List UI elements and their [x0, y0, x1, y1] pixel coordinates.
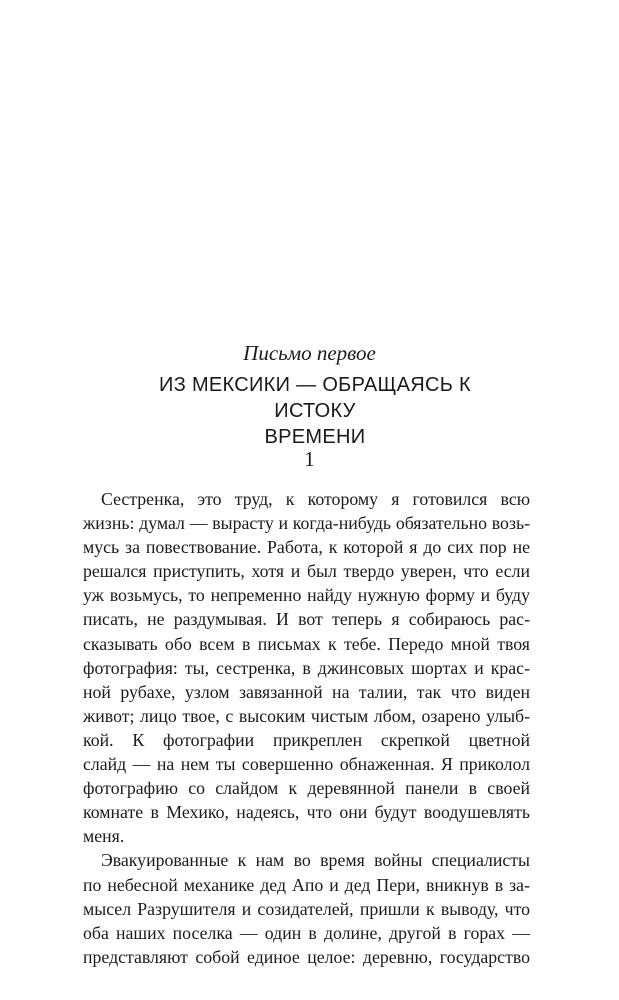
text-line: мусь за повествование. Работа, к которой я до сих пор не: [83, 537, 530, 558]
text-line: по небесной механике дед Апо и дед Пери, вникнув в за-: [83, 874, 530, 895]
text-line: меня.: [83, 826, 125, 847]
paragraph: [83, 487, 530, 848]
text-line: жизнь: думал — вырасту и когда-нибудь обязательно возь-: [83, 513, 530, 534]
text-line: уж возьмусь, то непременно найду нужную форму и буду: [83, 585, 530, 606]
text-line: писать, не раздумывая. И вот теперь я собираюсь рас-: [83, 609, 530, 630]
chapter-title: [120, 372, 510, 450]
text-line: Сестренка, это труд, к которому я готовился всю: [101, 489, 530, 509]
text-line: сказывать обо всем в письмах к тебе. Передо мной твоя: [83, 633, 530, 654]
text-line: комнате в Мехико, надеясь, что они будут воодушевлять: [83, 802, 530, 823]
text-line: кой. К фотографии прикреплен скрепкой цветной: [83, 729, 530, 750]
text-line: слайд — на нем ты совершенно обнаженная. Я приколол: [83, 754, 530, 775]
paragraph: [83, 848, 530, 968]
text-line: фотографию со слайдом к деревянной панели в своей: [83, 778, 530, 799]
text-line: ной рубахе, узлом завязанной на талии, так что виден: [83, 681, 530, 702]
chapter-title-line: ВРЕМЕНИ: [264, 426, 366, 448]
section-number: 1: [304, 447, 315, 471]
body-text: [83, 487, 530, 969]
text-line: фотография: ты, сестренка, в джинсовых шортах и крас-: [83, 657, 530, 678]
text-line: решался приступить, хотя и был твердо уверен, что если: [83, 561, 530, 582]
text-line: живот; лицо твое, с высоким чистым лбом, озарено улыб-: [83, 705, 530, 726]
text-line: мысел Разрушителя и созидателей, пришли к выводу, что: [83, 898, 530, 919]
text-line: представляют собой единое целое: деревню, государство: [83, 946, 530, 967]
text-line: оба наших поселка — один в долине, другой в горах —: [83, 922, 530, 943]
text-line: Эвакуированные к нам во время войны специалисты: [101, 850, 530, 871]
chapter-title-line: ИЗ МЕКСИКИ — ОБРАЩАЯСЬ К ИСТОКУ: [159, 374, 471, 422]
letter-label: Письмо первое: [243, 341, 376, 365]
